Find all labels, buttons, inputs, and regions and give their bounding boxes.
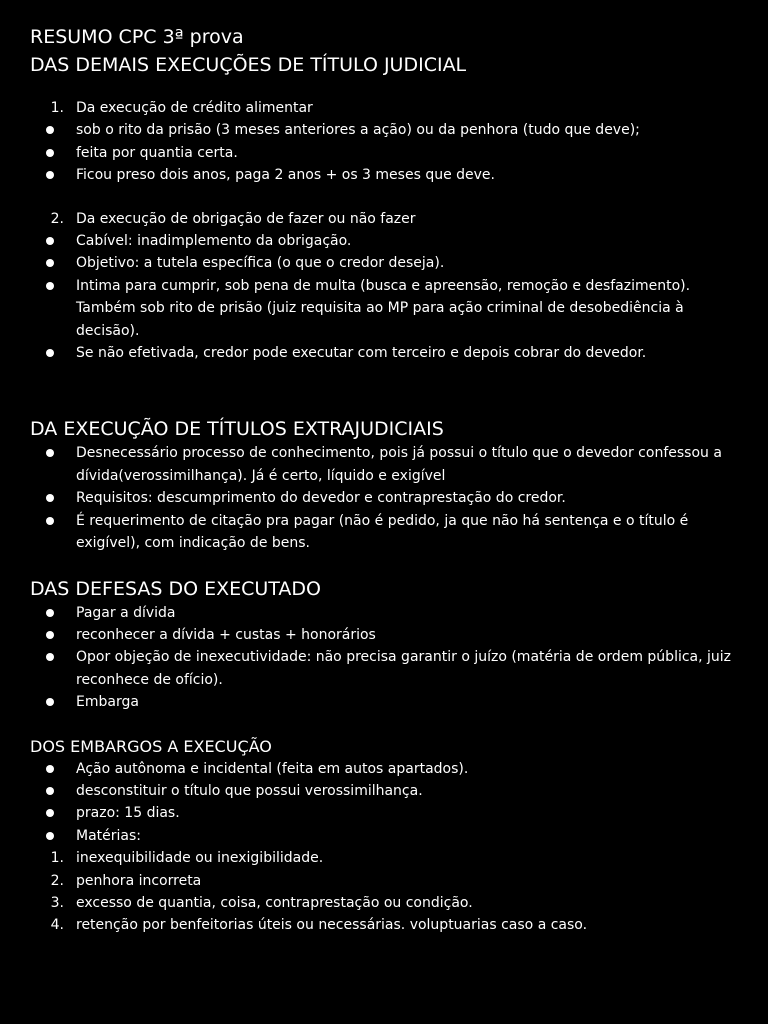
list-item — [30, 230, 738, 252]
list-number: 1. — [50, 100, 64, 116]
bullet-dot-icon — [46, 237, 54, 245]
bullet-dot-icon — [46, 494, 54, 502]
list-item — [30, 758, 738, 780]
list-item — [30, 208, 738, 230]
list-item — [30, 825, 738, 847]
list-number: 3. — [50, 894, 64, 911]
list-item — [30, 275, 738, 342]
list-item-text: Intima para cumprir, sob pena de multa (busca e apreensão, remoção e desfazimento). Também sob rito de prisão (juiz requisita ao MP para ação criminal de desobediência à decisão). — [76, 277, 691, 339]
bullet-marker — [30, 825, 76, 847]
list-item — [30, 252, 738, 274]
list-item — [30, 646, 738, 691]
list-item-text: Embarga — [76, 694, 139, 711]
list-item — [30, 164, 738, 186]
list-defesas — [30, 602, 738, 714]
list-item-text: feita por quantia certa. — [76, 144, 238, 161]
list-item — [30, 142, 738, 164]
list-item — [30, 342, 738, 364]
bullet-dot-icon — [46, 517, 54, 525]
number-marker — [30, 914, 76, 936]
section-heading-defesas: DAS DEFESAS DO EXECUTADO — [30, 577, 322, 600]
list-item-text: reconhecer a dívida + custas + honorários — [76, 626, 376, 643]
bullet-dot-icon — [46, 449, 54, 457]
bullet-marker — [30, 230, 76, 252]
list-item-text: Desnecessário processo de conhecimento, pois já possui o título que o devedor confessou a dívida(verossimilhança). Já é certo, líquido e exigível — [76, 445, 722, 484]
list-item — [30, 870, 738, 892]
list-item-text: Matérias: — [76, 827, 141, 844]
list-item-text: Cabível: inadimplemento da obrigação. — [76, 233, 352, 250]
bullet-marker — [30, 164, 76, 186]
list-embargos — [30, 758, 738, 937]
bullet-marker — [30, 691, 76, 713]
list-number: 4. — [50, 917, 64, 934]
bullet-dot-icon — [46, 787, 54, 795]
bullet-dot-icon — [46, 282, 54, 290]
bullet-dot-icon — [46, 653, 54, 661]
bullet-dot-icon — [46, 259, 54, 267]
bullet-dot-icon — [46, 126, 54, 134]
section-heading-embargos: DOS EMBARGOS A EXECUÇÃO — [30, 736, 272, 756]
bullet-dot-icon — [46, 171, 54, 179]
bullet-marker — [30, 442, 76, 487]
bullet-marker — [30, 275, 76, 342]
list-judicial-fazer — [30, 208, 738, 365]
bullet-marker — [30, 624, 76, 646]
bullet-dot-icon — [46, 631, 54, 639]
bullet-marker — [30, 780, 76, 802]
number-marker — [30, 870, 76, 892]
bullet-dot-icon — [46, 609, 54, 617]
list-item — [30, 510, 738, 555]
bullet-marker — [30, 252, 76, 274]
list-extrajudicial — [30, 442, 738, 554]
list-item-text: Ação autônoma e incidental (feita em autos apartados). — [76, 760, 469, 777]
number-marker — [30, 97, 76, 119]
bullet-marker — [30, 487, 76, 509]
list-judicial-alimentar — [30, 97, 738, 187]
list-item-text: inexequibilidade ou inexigibilidade. — [76, 850, 324, 867]
bullet-marker — [30, 602, 76, 624]
list-item — [30, 914, 738, 936]
document-title: RESUMO CPC 3ª prova — [30, 26, 244, 48]
list-item — [30, 780, 738, 802]
list-item-text: penhora incorreta — [76, 872, 202, 889]
list-item-text: Pagar a dívida — [76, 604, 176, 621]
list-item-text: Ficou preso dois anos, paga 2 anos + os 3 meses que deve. — [76, 167, 495, 184]
list-item — [30, 892, 738, 914]
list-item-text: Da execução de obrigação de fazer ou não fazer — [76, 210, 416, 227]
list-number: 2. — [50, 210, 64, 227]
list-item-text: Objetivo: a tutela específica (o que o credor deseja). — [76, 255, 445, 272]
list-item — [30, 624, 738, 646]
list-number: 1. — [50, 850, 64, 867]
list-item — [30, 847, 738, 869]
section-heading-judicial: DAS DEMAIS EXECUÇÕES DE TÍTULO JUDICIAL — [30, 54, 467, 76]
bullet-dot-icon — [46, 349, 54, 357]
bullet-marker — [30, 646, 76, 691]
list-item-text: excesso de quantia, coisa, contraprestação ou condição. — [76, 894, 473, 911]
bullet-dot-icon — [46, 698, 54, 706]
list-item-text: retenção por benfeitorias úteis ou necessárias. voluptuarias caso a caso. — [76, 917, 588, 934]
list-item-text: sob o rito da prisão (3 meses anteriores a ação) ou da penhora (tudo que deve); — [76, 122, 640, 139]
list-number: 2. — [50, 872, 64, 889]
list-item-text: Se não efetivada, credor pode executar com terceiro e depois cobrar do devedor. — [76, 345, 647, 362]
bullet-marker — [30, 758, 76, 780]
bullet-dot-icon — [46, 765, 54, 773]
list-item-text: É requerimento de citação pra pagar (não é pedido, ja que não há sentença e o título é exigível), com indicação de bens. — [76, 512, 689, 552]
list-item-text: Opor objeção de inexecutividade: não precisa garantir o juízo (matéria de ordem pública, juiz reconhece de ofício). — [76, 649, 732, 688]
number-marker — [30, 847, 76, 869]
list-item — [30, 602, 738, 624]
bullet-marker — [30, 142, 76, 164]
list-item — [30, 487, 738, 509]
section-heading-extrajudicial: DA EXECUÇÃO DE TÍTULOS EXTRAJUDICIAIS — [30, 418, 444, 441]
list-item — [30, 97, 738, 119]
bullet-marker — [30, 342, 76, 364]
bullet-marker — [30, 510, 76, 555]
list-item-text: Requisitos: descumprimento do devedor e contraprestação do credor. — [76, 490, 566, 507]
list-item — [30, 442, 738, 487]
bullet-marker — [30, 119, 76, 141]
list-item-text: prazo: 15 dias. — [76, 805, 180, 822]
bullet-dot-icon — [46, 149, 54, 157]
bullet-dot-icon — [46, 809, 54, 817]
list-item-text: desconstituir o título que possui verossimilhança. — [76, 782, 423, 799]
list-item — [30, 119, 738, 141]
bullet-dot-icon — [46, 832, 54, 840]
list-item-text: Da execução de crédito alimentar — [76, 100, 313, 116]
list-item — [30, 802, 738, 824]
number-marker — [30, 208, 76, 230]
number-marker — [30, 892, 76, 914]
bullet-marker — [30, 802, 76, 824]
list-item — [30, 691, 738, 713]
